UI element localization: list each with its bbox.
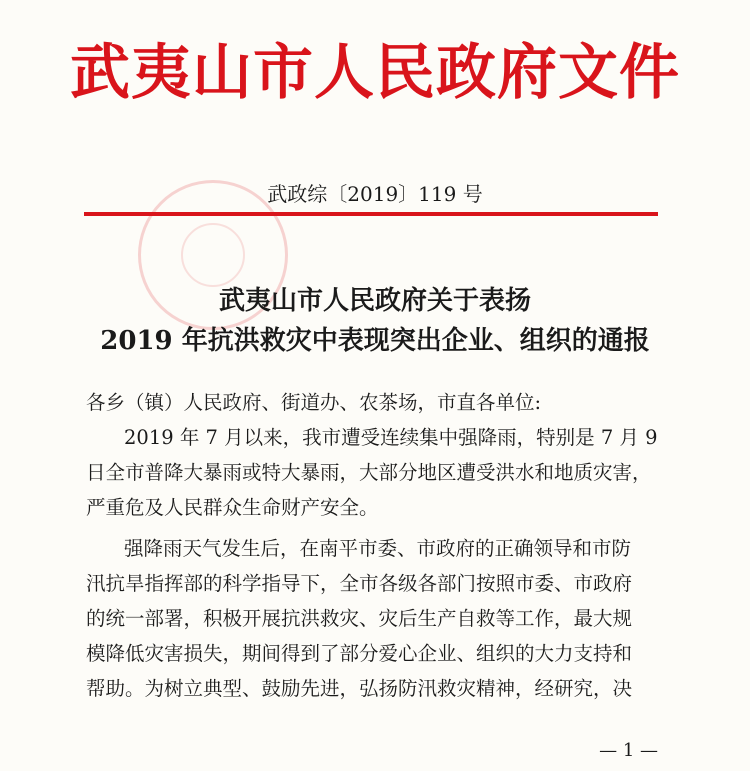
paragraph-2-line: 汛抗旱指挥部的科学指导下，全市各级各部门按照市委、市政府 [86,572,633,595]
paragraph-1-line: 严重危及人民群众生命财产安全。 [86,496,379,519]
document-number: 武政综〔2019〕119 号 [267,182,483,206]
paragraph-2-line: 帮助。为树立典型、鼓励先进，弘扬防汛救灾精神，经研究，决 [86,677,633,700]
document-masthead: 武夷山市人民政府文件 [70,38,680,108]
title-line-2: 2019 年抗洪救灾中表现突出企业、组织的通报 [100,326,650,356]
paragraph-2-line: 的统一部署，积极开展抗洪救灾、灾后生产自救等工作，最大规 [86,607,633,630]
paragraph-1-line: 日全市普降大暴雨或特大暴雨，大部分地区遭受洪水和地质灾害， [86,461,652,484]
title-line-1: 武夷山市人民政府关于表扬 [218,286,531,316]
paragraph-2-line: 强降雨天气发生后，在南平市委、市政府的正确领导和市防 [124,537,632,560]
document-title [0,281,750,361]
paragraph-2-line: 模降低灾害损失，期间得到了部分爱心企业、组织的大力支持和 [86,642,633,665]
red-separator-line [84,212,658,216]
document-body [86,385,660,706]
page-number: — 1 — [599,740,658,761]
seal-inner-ring [181,223,245,287]
paragraph-1-line: 2019 年 7 月以来，我市遭受连续集中强降雨，特别是 7 月 9 [124,426,658,449]
salutation: 各乡（镇）人民政府、街道办、农茶场，市直各单位: [86,391,542,414]
